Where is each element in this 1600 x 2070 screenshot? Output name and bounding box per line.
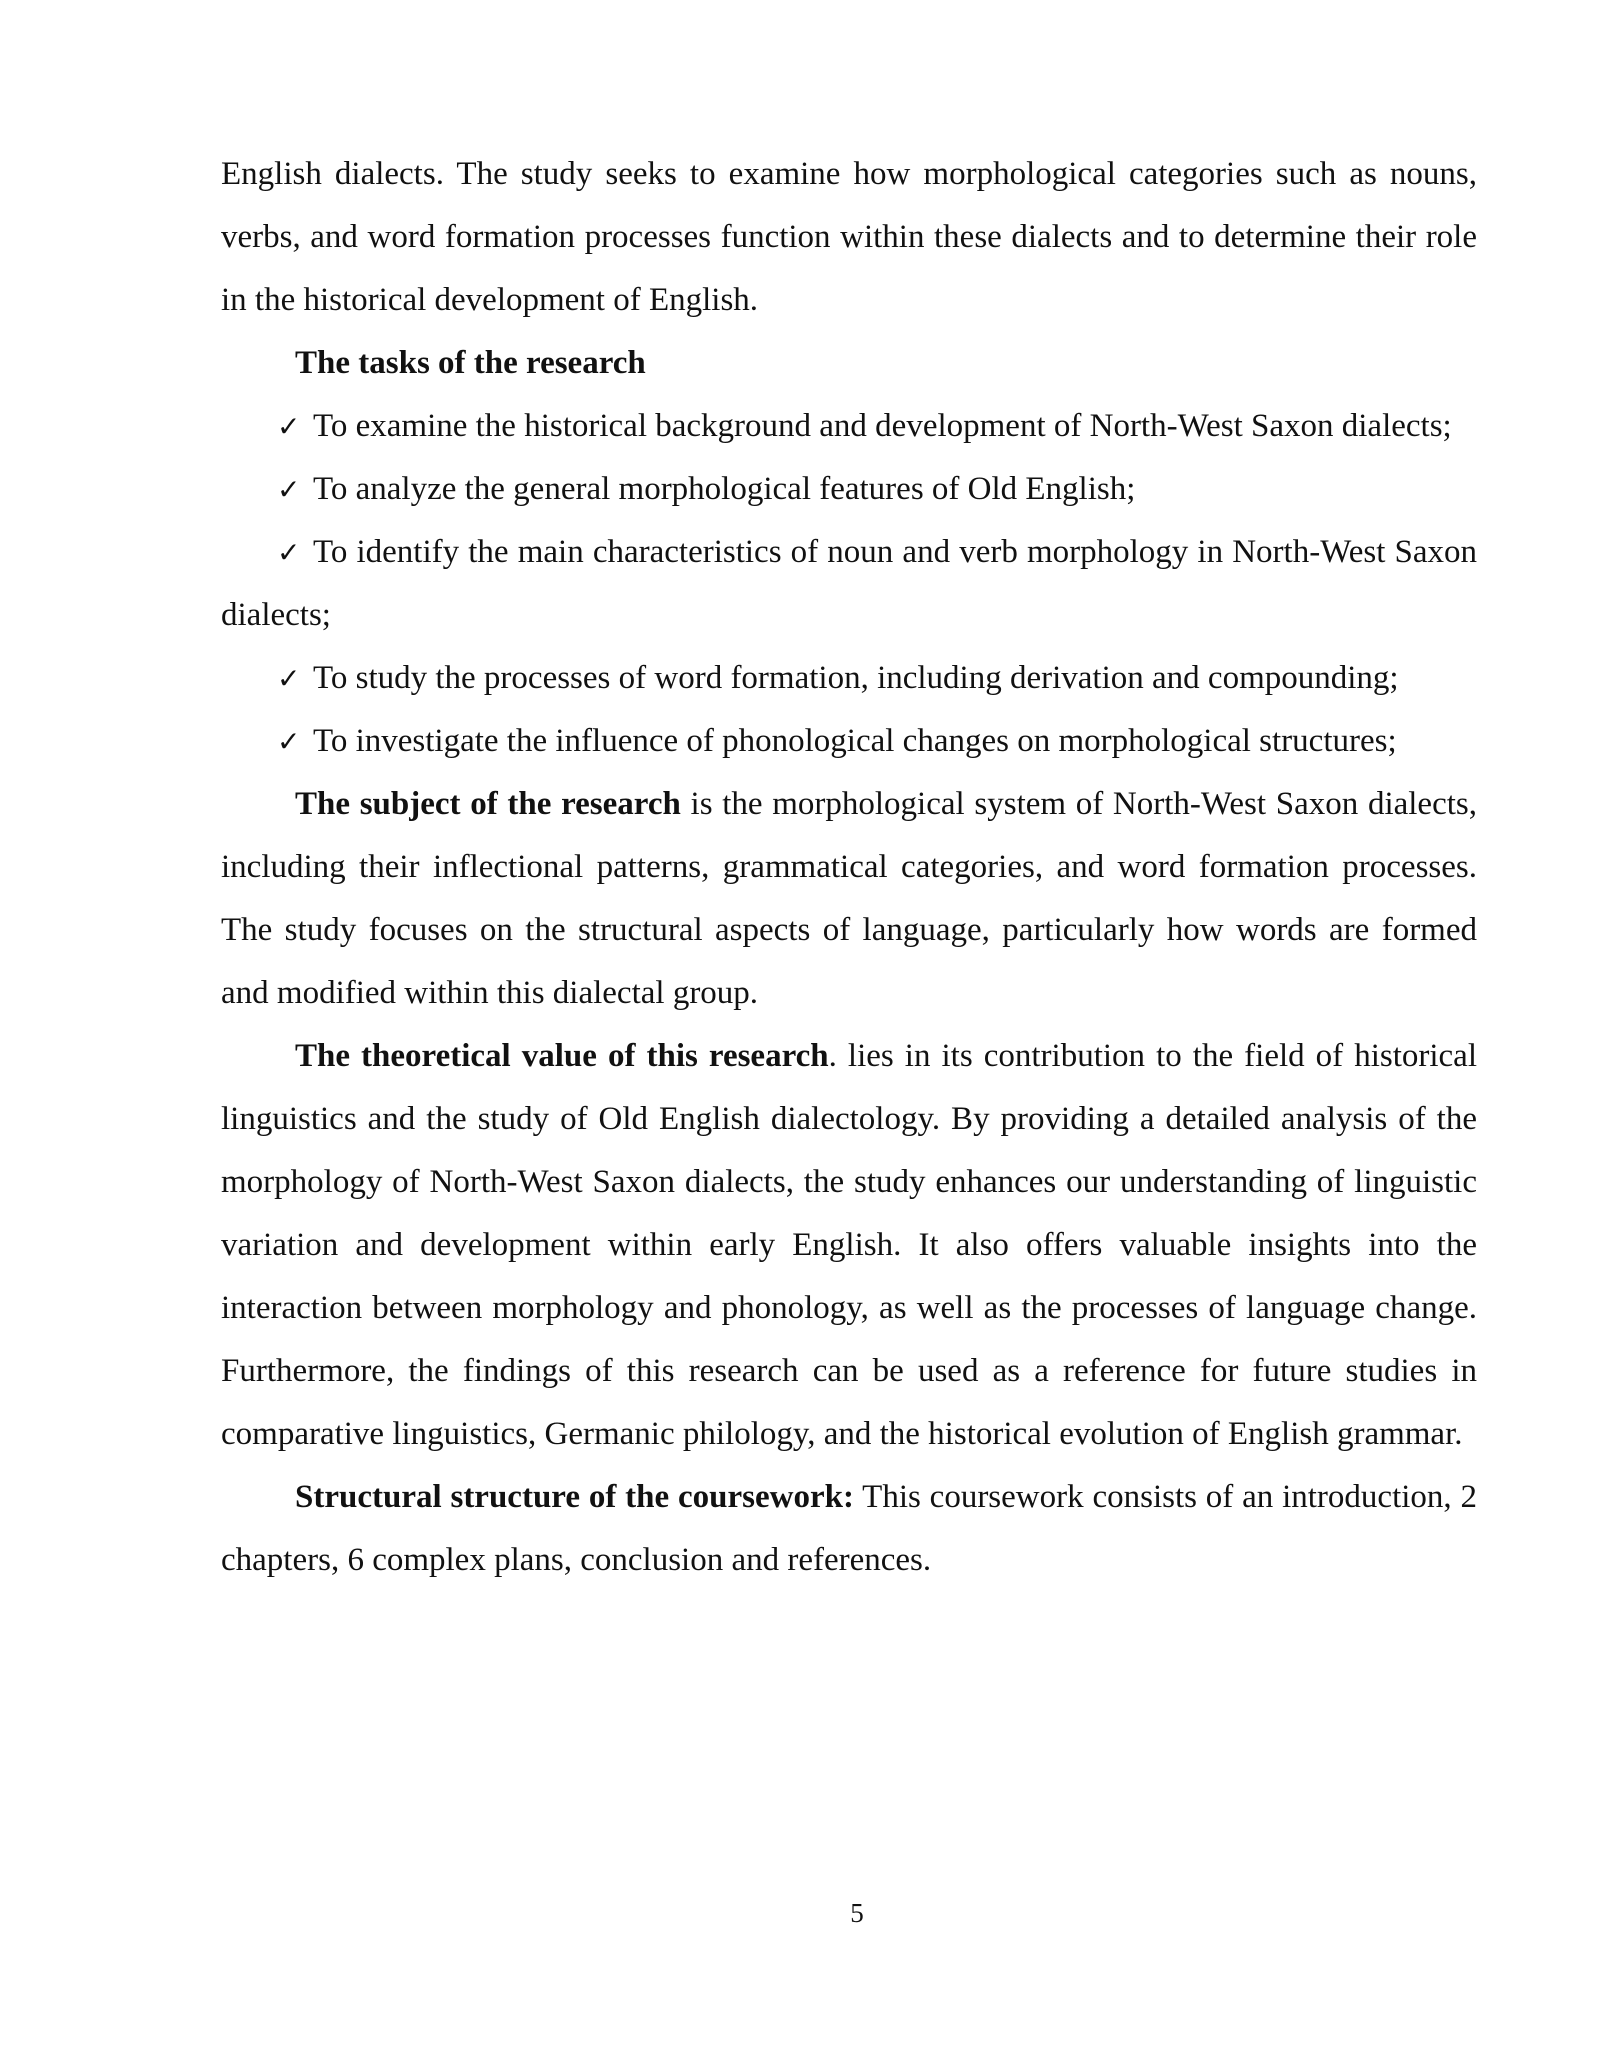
structure-text: This coursework consists of an introduction, 2 chapters, 6 complex plans, conclusion and references.	[221, 1479, 1477, 1578]
task-text: To investigate the influence of phonological changes on morphological structures;	[313, 723, 1397, 759]
intro-paragraph: English dialects. The study seeks to examine how morphological categories such as nouns, verbs, and word formation processes function within these dialects and to determine their role in the historical development of English.	[221, 156, 1477, 318]
structure-label: Structural structure of the coursework:	[295, 1479, 854, 1515]
theoretical-label: The theoretical value of this research	[295, 1038, 829, 1074]
theoretical-text: . lies in its contribution to the field of historical linguistics and the study of Old English dialectology. By providing a detailed analysis of the morphology of North-West Saxon dialects, the study enhances our understanding of linguistic variation and development within early English. It also offers valuable insights into the interaction between morphology and phonology, as well as the processes of language change. Furthermore, the findings of this research can be used as a reference for future studies in comparative linguistics, Germanic philology, and the historical evolution of English grammar.	[221, 1038, 1478, 1452]
task-item	[221, 710, 1477, 773]
task-item	[221, 521, 1477, 647]
tasks-heading: The tasks of the research	[295, 345, 646, 381]
subject-text: is the morphological system of North-West Saxon dialects, including their inflectional patterns, grammatical categories, and word formation processes. The study focuses on the structural aspects of language, particularly how words are formed and modified within this dialectal group.	[221, 786, 1477, 1011]
task-text: To examine the historical background and development of North-West Saxon dialects;	[313, 408, 1452, 444]
task-item	[221, 395, 1477, 458]
task-item	[221, 458, 1477, 521]
subject-label: The subject of the research	[295, 786, 681, 822]
task-text: To study the processes of word formation, including derivation and compounding;	[313, 660, 1399, 696]
checkmark-icon: ✓	[277, 536, 301, 569]
subject-paragraph	[221, 773, 1477, 1025]
structure-paragraph	[221, 1466, 1477, 1592]
task-text: To identify the main characteristics of noun and verb morphology in North-West Saxon dialects;	[221, 534, 1477, 633]
checkmark-icon: ✓	[277, 725, 301, 758]
checkmark-icon: ✓	[277, 662, 301, 695]
task-item	[221, 647, 1477, 710]
checkmark-icon: ✓	[277, 473, 301, 506]
checkmark-icon: ✓	[277, 410, 301, 443]
document-body	[221, 143, 1477, 1592]
theoretical-paragraph	[221, 1025, 1477, 1466]
task-text: To analyze the general morphological features of Old English;	[313, 471, 1136, 507]
page-number: 5	[850, 1898, 864, 1928]
tasks-list	[221, 395, 1477, 773]
